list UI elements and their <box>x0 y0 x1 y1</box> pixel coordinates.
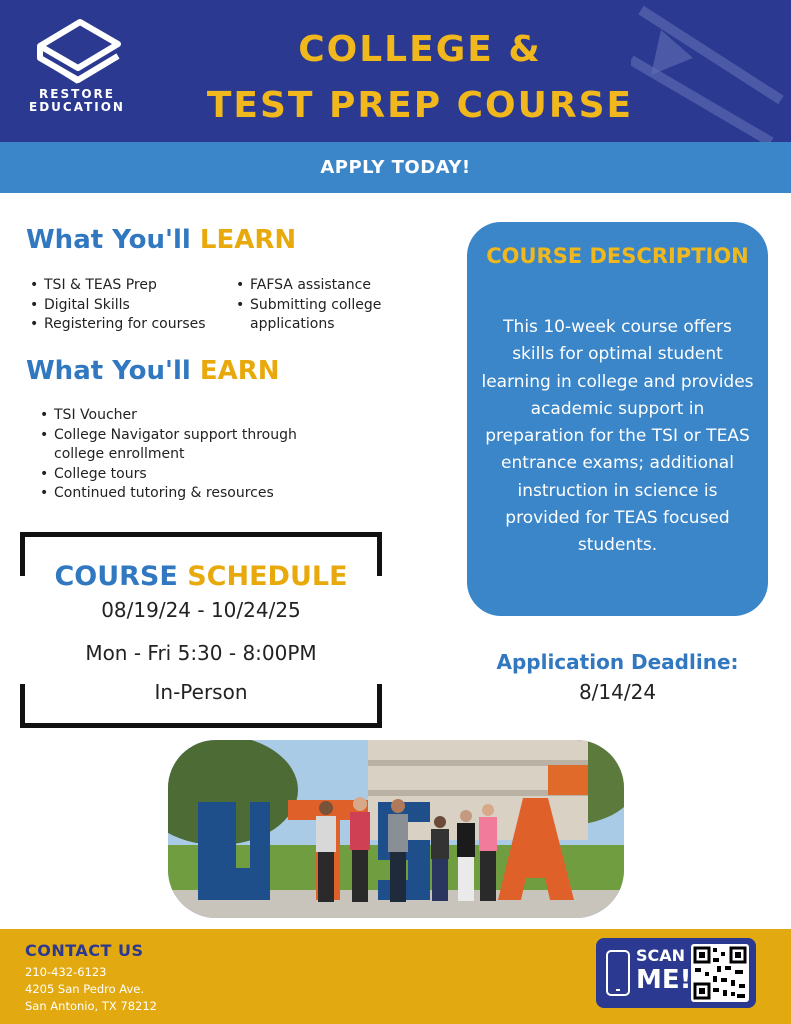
schedule-dates: 08/19/24 - 10/24/25 <box>101 598 301 622</box>
application-deadline-label: Application Deadline: <box>496 650 739 674</box>
list-item: • Digital Skills <box>28 296 228 316</box>
list-item: • FAFSA assistance <box>234 276 414 296</box>
earn-list <box>38 406 338 504</box>
contact-street-address: 4205 San Pedro Ave. <box>25 982 145 996</box>
logo-text: RESTORE EDUCATION <box>29 87 125 114</box>
phone-icon <box>606 950 630 996</box>
learn-list-col1 <box>28 276 228 335</box>
schedule-time: Mon - Fri 5:30 - 8:00PM <box>85 641 317 665</box>
qr-code-icon[interactable] <box>691 944 749 1002</box>
contact-us-heading: CONTACT US <box>25 941 144 960</box>
course-description-card <box>467 222 768 616</box>
list-item: • TSI Voucher <box>38 406 338 426</box>
restore-education-logo <box>22 16 132 116</box>
description-title: COURSE DESCRIPTION <box>486 244 749 268</box>
contact-phone[interactable]: 210-432-6123 <box>25 965 107 979</box>
list-item: • Continued tutoring & resources <box>38 484 338 504</box>
description-text: This 10-week course offers skills for optimal student learning in college and provides academic support in preparation for the TSI or TEAS entrance exams; additional instruction in science is provided for TEAS focused students. <box>481 317 754 556</box>
schedule-mode: In-Person <box>154 680 248 704</box>
list-item: • College tours <box>38 465 338 485</box>
graduation-book-icon <box>30 16 124 86</box>
list-item: • TSI & TEAS Prep <box>28 276 228 296</box>
learn-list-col2 <box>234 276 414 335</box>
contact-city-address: San Antonio, TX 78212 <box>25 999 157 1013</box>
students-photo <box>168 740 624 918</box>
title-line-2: TEST PREP COURSE <box>206 85 634 126</box>
scan-me-text: SCAN ME! <box>636 946 692 995</box>
title-line-1: COLLEGE & <box>298 29 542 70</box>
scan-me-badge[interactable] <box>596 938 756 1008</box>
apply-today-banner[interactable]: APPLY TODAY! <box>0 142 791 193</box>
list-item: • College Navigator support through college enrollment <box>38 426 338 465</box>
earn-heading: What You'll EARN <box>26 356 280 386</box>
learn-heading: What You'll LEARN <box>26 225 297 255</box>
decorative-arrows-icon <box>631 0 791 142</box>
schedule-title: COURSE SCHEDULE <box>54 561 348 592</box>
header-banner <box>0 0 791 142</box>
application-deadline-date: 8/14/24 <box>578 680 657 704</box>
page-title <box>160 22 680 134</box>
footer <box>0 929 791 1024</box>
list-item: • Registering for courses <box>28 315 228 335</box>
list-item: • Submitting college applications <box>234 296 414 335</box>
